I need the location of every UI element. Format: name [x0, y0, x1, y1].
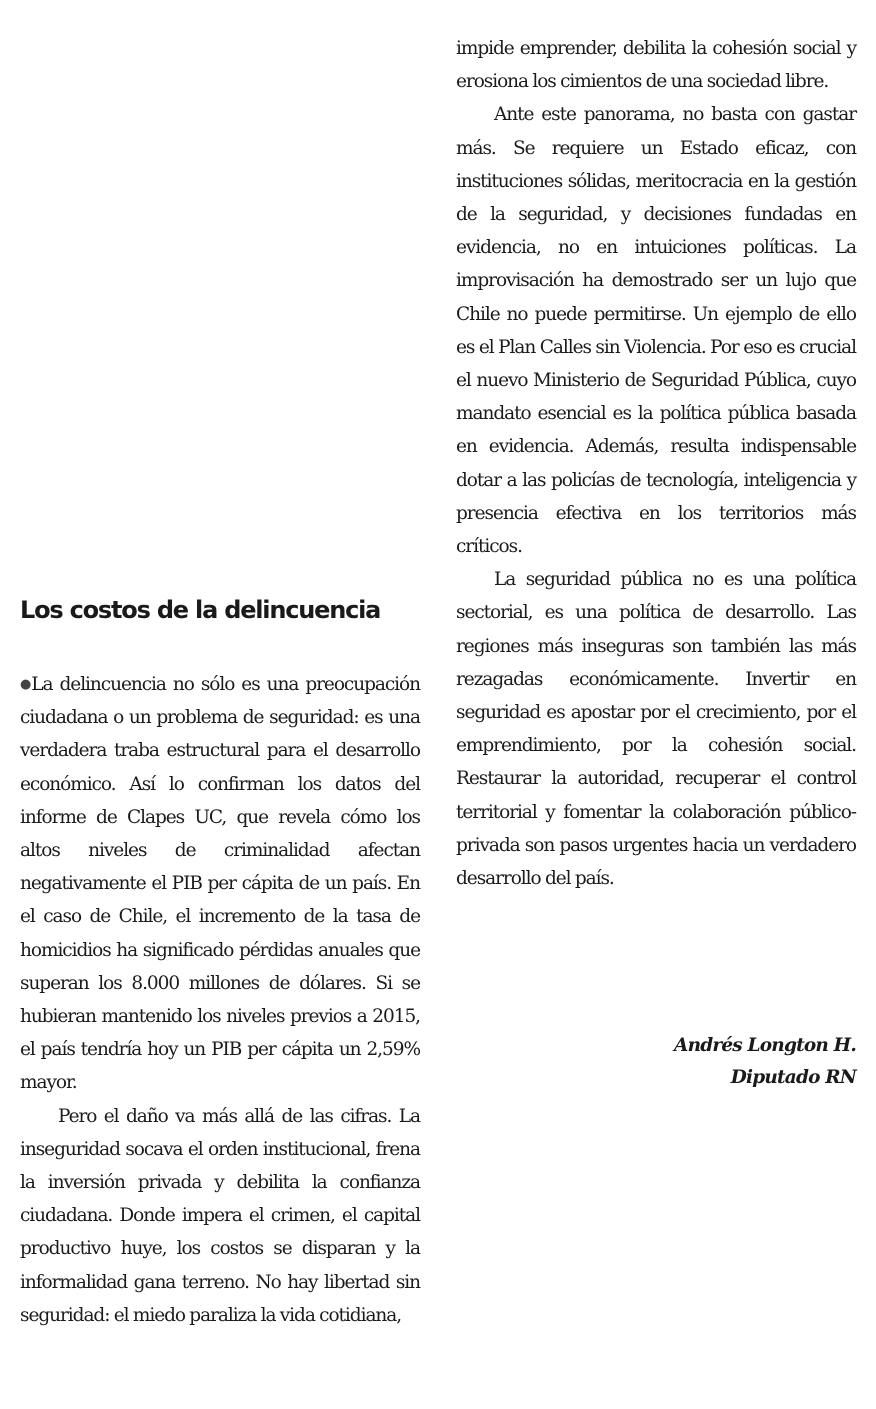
right-paragraph-1: impide emprender, debilita la cohesión social y erosiona los cimientos de una sociedad libre. [456, 38, 856, 93]
left-paragraph-1-text: La delincuencia no sólo es una preocupación ciudadana o un problema de seguridad: es una verdadera traba estructural para el desarrollo económico. Así lo confirman los datos del informe de Clapes UC, que revela cómo los altos niveles de criminalidad afectan negativamente el PIB per cápita de un país. En el caso de Chile, el incremento de la tasa de homicidios ha significado pérdidas anuales que superan los 8.000 millones de dólares. Si se hubieran mantenido los niveles previos a 2015, el país tendría hoy un PIB per cápita un 2,59% mayor. [20, 674, 420, 1094]
bullet-icon: ● [20, 677, 31, 692]
left-paragraph-1 [20, 668, 420, 1100]
left-column [20, 592, 420, 1332]
author-role: Diputado RN [730, 1067, 856, 1088]
right-paragraph-3: La seguridad pública no es una política sectorial, es una política de desarrollo. Las regiones más inseguras son también las más rezagadas económicamente. Invertir en seguridad es apostar por el crecimiento, por el emprendimiento, por la cohesión social. Restaurar la autoridad, recuperar el control territorial y fomentar la colaboración público-privada son pasos urgentes hacia un verdadero desarrollo del país. [456, 569, 856, 890]
article-headline: Los costos de la delincuencia [20, 596, 381, 624]
author-name: Andrés Longton H. [674, 1035, 856, 1056]
author-signature [674, 1030, 856, 1094]
right-paragraph-2: Ante este panorama, no basta con gastar más. Se requiere un Estado eficaz, con instituciones sólidas, meritocracia en la gestión de la seguridad, y decisiones fundadas en evidencia, no en intuiciones políticas. La improvisación ha demostrado ser un lujo que Chile no puede permitirse. Un ejemplo de ello es el Plan Calles sin Violencia. Por eso es crucial el nuevo Ministerio de Seguridad Pública, cuyo mandato esencial es la política pública basada en evidencia. Además, resulta indispensable dotar a las policías de tecnología, inteligencia y presencia efectiva en los territorios más críticos. [456, 104, 856, 558]
right-column [456, 32, 856, 895]
left-paragraph-2: Pero el daño va más allá de las cifras. La inseguridad socava el orden institucional, frena la inversión privada y debilita la confianza ciudadana. Donde impera el crimen, el capital productivo huye, los costos se disparan y la informalidad gana terreno. No hay libertad sin seguridad: el miedo paraliza la vida cotidiana, [20, 1105, 420, 1326]
